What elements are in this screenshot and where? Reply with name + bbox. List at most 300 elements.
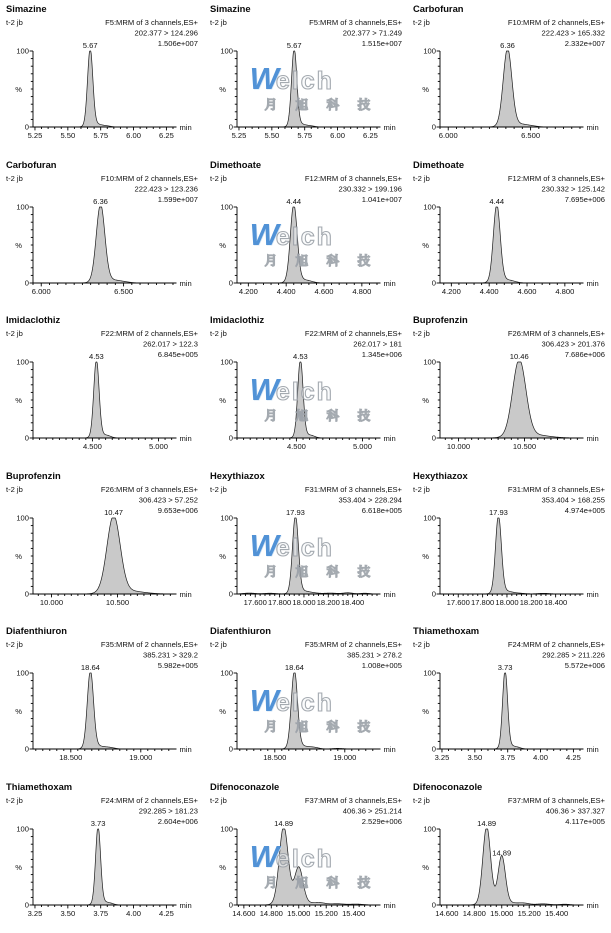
watermark-logo-rest: elch <box>275 222 334 251</box>
chromatogram-panel <box>407 778 611 933</box>
peak-rt-label: 4.53 <box>292 352 308 362</box>
x-tick-label: 6.500 <box>114 286 134 296</box>
peak-curve <box>237 362 377 438</box>
y-max-label: 100 <box>219 46 233 56</box>
x-unit-label: min <box>586 278 600 288</box>
y-unit-label: % <box>15 551 22 561</box>
y-min-label: 0 <box>228 278 233 288</box>
y-max-label: 100 <box>423 513 437 523</box>
chromatogram-panel <box>0 0 204 156</box>
x-tick-label: 10.500 <box>513 441 537 451</box>
peak-rt-label: 5.67 <box>286 41 302 51</box>
sample-id: t-2 jb <box>209 18 227 28</box>
sample-id: t-2 jb <box>413 329 431 339</box>
chromatogram-plot <box>204 467 408 623</box>
chromatogram-plot <box>0 467 204 623</box>
chromatogram-panel <box>204 467 408 623</box>
y-max-label: 100 <box>16 824 29 834</box>
peak-rt-label: 18.64 <box>80 663 100 673</box>
peak-rt-label: 14.89 <box>477 818 497 828</box>
x-tick-label: 4.200 <box>238 286 258 296</box>
x-tick-label: 6.500 <box>521 130 541 140</box>
chromatogram-panel <box>407 156 611 312</box>
channel-info: F37:MRM of 3 channels,ES+ <box>304 795 402 805</box>
peak-rt-label: 3.73 <box>498 663 513 673</box>
chromatogram-panel <box>204 0 408 156</box>
x-tick-label: 4.400 <box>480 286 499 296</box>
x-unit-label: min <box>586 589 600 599</box>
y-unit-label: % <box>15 240 22 250</box>
y-unit-label: % <box>218 551 226 561</box>
peak-curve <box>440 829 580 905</box>
x-unit-label: min <box>179 900 192 910</box>
chromatogram-plot <box>204 156 408 312</box>
x-unit-label: min <box>586 900 600 910</box>
channel-info: F12:MRM of 3 channels,ES+ <box>304 173 402 183</box>
y-unit-label: % <box>422 862 430 872</box>
x-tick-label: 4.800 <box>555 286 575 296</box>
peak-curve <box>237 518 377 594</box>
y-min-label: 0 <box>24 900 29 910</box>
peak-rt-label: 6.36 <box>93 196 108 206</box>
y-min-label: 0 <box>228 122 233 132</box>
y-unit-label: % <box>15 862 22 872</box>
peak-curve <box>33 673 173 749</box>
chromatogram-plot <box>0 0 204 156</box>
intensity-value: 1.345e+006 <box>361 350 402 360</box>
intensity-value: 9.653e+006 <box>157 505 198 515</box>
watermark-logo-rest: elch <box>275 689 334 717</box>
y-unit-label: % <box>422 84 430 94</box>
peak-rt-label: 5.67 <box>82 41 98 51</box>
mass-transition: 406.36 > 251.214 <box>342 806 402 816</box>
peak-curve <box>440 362 580 438</box>
intensity-value: 1.041e+007 <box>361 194 402 204</box>
peak-rt-label: 10.47 <box>104 507 124 517</box>
x-tick-label: 3.75 <box>500 752 516 762</box>
x-tick-label: 19.000 <box>332 752 357 762</box>
channel-info: F5:MRM of 3 channels,ES+ <box>308 18 402 28</box>
intensity-value: 7.686e+006 <box>565 350 606 360</box>
y-max-label: 100 <box>219 513 233 523</box>
sample-id: t-2 jb <box>209 484 227 494</box>
y-min-label: 0 <box>432 122 437 132</box>
compound-title: Difenoconazole <box>413 780 483 792</box>
x-tick-label: 5.75 <box>296 130 312 140</box>
channel-info: F22:MRM of 2 channels,ES+ <box>304 329 402 339</box>
x-tick-label: 4.400 <box>276 286 296 296</box>
x-tick-label: 5.25 <box>27 130 43 140</box>
peak-curve <box>237 673 377 749</box>
x-tick-label: 4.500 <box>82 441 102 451</box>
x-tick-label: 5.000 <box>148 441 168 451</box>
y-min-label: 0 <box>228 744 233 754</box>
y-max-label: 100 <box>16 668 29 678</box>
sample-id: t-2 jb <box>413 484 431 494</box>
compound-title: Hexythiazox <box>413 469 469 481</box>
y-unit-label: % <box>422 395 430 405</box>
x-tick-label: 15.200 <box>314 908 338 918</box>
channel-info: F24:MRM of 2 channels,ES+ <box>100 795 198 805</box>
channel-info: F26:MRM of 3 channels,ES+ <box>508 329 606 339</box>
intensity-value: 6.618e+005 <box>361 505 402 515</box>
x-tick-label: 19.000 <box>129 752 153 762</box>
mass-transition: 385.231 > 278.2 <box>346 650 402 660</box>
x-tick-label: 4.00 <box>126 908 141 918</box>
mass-transition: 222.423 > 165.332 <box>541 28 606 38</box>
chromatogram-panel <box>407 0 611 156</box>
axes <box>33 51 176 127</box>
y-unit-label: % <box>218 240 226 250</box>
channel-info: F12:MRM of 3 channels,ES+ <box>508 173 606 183</box>
x-tick-label: 6.000 <box>31 286 51 296</box>
peak-rt-label: 17.93 <box>285 507 305 517</box>
mass-transition: 230.332 > 199.196 <box>338 184 402 194</box>
peak-curve <box>440 518 580 594</box>
x-tick-label: 17.800 <box>267 597 291 607</box>
watermark-chinese-text: 月 旭 科 技 <box>264 253 378 268</box>
y-max-label: 100 <box>219 357 233 367</box>
compound-title: Diafenthiuron <box>5 625 67 637</box>
chromatogram-panel <box>204 622 408 778</box>
x-tick-label: 3.25 <box>27 908 43 918</box>
x-tick-label: 5.25 <box>231 130 246 140</box>
intensity-value: 2.332e+007 <box>565 39 606 49</box>
chromatogram-plot <box>0 311 204 467</box>
x-tick-label: 10.500 <box>105 597 130 607</box>
x-tick-label: 4.25 <box>159 908 174 918</box>
peak-curve <box>237 51 377 127</box>
sample-id: t-2 jb <box>209 329 227 339</box>
chromatogram-panel <box>407 311 611 467</box>
peak-curve <box>33 362 173 438</box>
y-min-label: 0 <box>24 589 29 599</box>
compound-title: Carbofuran <box>5 158 57 170</box>
peak-rt-label: 10.46 <box>510 352 530 362</box>
channel-info: F35:MRM of 2 channels,ES+ <box>304 640 402 650</box>
chromatogram-panel <box>204 311 408 467</box>
x-unit-label: min <box>383 433 396 443</box>
axes <box>440 829 583 905</box>
chromatogram-plot <box>0 156 204 312</box>
x-tick-label: 17.600 <box>243 597 267 607</box>
axes <box>237 518 380 594</box>
mass-transition: 202.377 > 71.249 <box>342 28 402 38</box>
channel-info: F22:MRM of 2 channels,ES+ <box>100 329 198 339</box>
x-tick-label: 15.000 <box>286 908 311 918</box>
x-tick-label: 14.600 <box>231 908 256 918</box>
mass-transition: 353.404 > 168.255 <box>541 495 606 505</box>
watermark-logo-w: W <box>249 372 279 407</box>
mass-transition: 292.285 > 211.226 <box>542 650 606 660</box>
x-unit-label: min <box>586 744 600 754</box>
mass-transition: 202.377 > 124.296 <box>134 28 198 38</box>
x-tick-label: 4.25 <box>566 752 582 762</box>
y-max-label: 100 <box>219 824 233 834</box>
x-tick-label: 14.600 <box>435 908 459 918</box>
compound-title: Imidaclothiz <box>5 314 61 326</box>
x-tick-label: 15.000 <box>490 908 514 918</box>
sample-id: t-2 jb <box>413 173 431 183</box>
x-unit-label: min <box>586 433 600 443</box>
intensity-value: 4.974e+005 <box>565 505 606 515</box>
peak-curve <box>33 518 173 594</box>
chromatogram-plot <box>204 622 408 778</box>
x-unit-label: min <box>179 744 192 754</box>
x-tick-label: 3.50 <box>60 908 76 918</box>
x-tick-label: 5.50 <box>60 130 76 140</box>
watermark-chinese-text: 月 旭 科 技 <box>264 564 378 579</box>
x-unit-label: min <box>179 433 192 443</box>
x-unit-label: min <box>383 589 396 599</box>
x-tick-label: 4.800 <box>352 286 371 296</box>
intensity-value: 2.529e+006 <box>361 816 402 826</box>
peak-curve <box>440 673 580 749</box>
x-tick-label: 6.25 <box>362 130 378 140</box>
mass-transition: 385.231 > 329.2 <box>142 650 198 660</box>
sample-id: t-2 jb <box>209 640 227 650</box>
compound-title: Difenoconazole <box>209 780 279 792</box>
x-tick-label: 6.25 <box>159 130 174 140</box>
watermark-chinese-text: 月 旭 科 技 <box>264 875 378 890</box>
compound-title: Thiamethoxam <box>413 625 480 637</box>
y-min-label: 0 <box>228 589 233 599</box>
y-min-label: 0 <box>24 122 29 132</box>
chromatogram-panel <box>204 778 408 933</box>
watermark-logo-w: W <box>249 61 279 96</box>
peak-rt-label: 3.73 <box>90 818 106 828</box>
peak-rt-label: 4.44 <box>489 196 505 206</box>
intensity-value: 1.506e+007 <box>157 39 198 49</box>
intensity-value: 5.572e+006 <box>565 661 606 671</box>
watermark-chinese-text: 月 旭 科 技 <box>264 409 378 423</box>
y-unit-label: % <box>422 706 430 716</box>
x-tick-label: 3.25 <box>434 752 450 762</box>
x-tick-label: 18.200 <box>520 597 544 607</box>
watermark-chinese-text: 月 旭 科 技 <box>264 720 378 734</box>
mass-transition: 306.423 > 201.376 <box>541 339 606 349</box>
x-tick-label: 10.000 <box>39 597 64 607</box>
channel-info: F24:MRM of 2 channels,ES+ <box>508 640 606 650</box>
x-tick-label: 5.50 <box>264 130 279 140</box>
x-unit-label: min <box>179 122 192 132</box>
axes <box>237 673 380 749</box>
x-tick-label: 6.00 <box>329 130 345 140</box>
x-tick-label: 18.500 <box>59 752 83 762</box>
intensity-value: 6.845e+005 <box>157 350 198 360</box>
x-tick-label: 17.600 <box>446 597 471 607</box>
watermark-logo-w: W <box>249 527 279 563</box>
y-unit-label: % <box>218 84 226 94</box>
x-tick-label: 17.800 <box>471 597 495 607</box>
x-tick-label: 5.000 <box>352 441 372 451</box>
x-tick-label: 4.00 <box>533 752 549 762</box>
y-min-label: 0 <box>432 744 437 754</box>
mass-transition: 230.332 > 125.142 <box>541 184 606 194</box>
watermark-logo-w: W <box>249 683 279 718</box>
peak-rt-label: 14.89 <box>273 818 293 828</box>
chromatogram-panel <box>407 467 611 623</box>
chromatogram-plot <box>0 622 204 778</box>
y-unit-label: % <box>422 240 430 250</box>
x-tick-label: 6.00 <box>126 130 141 140</box>
peak-curve <box>237 829 377 905</box>
y-max-label: 100 <box>219 668 233 678</box>
chromatogram-plot <box>204 778 408 933</box>
compound-title: Buprofenzin <box>5 469 61 481</box>
peak-curve <box>33 51 173 127</box>
x-tick-label: 4.600 <box>314 286 334 296</box>
y-min-label: 0 <box>24 278 29 288</box>
peak-rt-label: 6.36 <box>500 41 516 51</box>
x-tick-label: 4.600 <box>517 286 537 296</box>
y-min-label: 0 <box>24 744 29 754</box>
mass-transition: 353.404 > 228.294 <box>338 495 402 505</box>
compound-title: Buprofenzin <box>413 314 468 326</box>
x-tick-label: 18.200 <box>316 597 340 607</box>
compound-title: Thiamethoxam <box>5 780 73 792</box>
intensity-value: 2.604e+006 <box>157 816 198 826</box>
channel-info: F31:MRM of 3 channels,ES+ <box>304 484 402 494</box>
axes <box>33 829 176 905</box>
channel-info: F26:MRM of 3 channels,ES+ <box>100 484 198 494</box>
chromatogram-panel <box>204 156 408 312</box>
watermark-logo-w: W <box>249 216 279 252</box>
chromatogram-plot <box>407 622 611 778</box>
sample-id: t-2 jb <box>209 795 227 805</box>
channel-info: F10:MRM of 2 channels,ES+ <box>100 173 198 183</box>
x-tick-label: 18.500 <box>262 752 287 762</box>
chromatogram-panel <box>407 622 611 778</box>
intensity-value: 1.008e+005 <box>361 661 402 671</box>
sample-id: t-2 jb <box>5 173 23 183</box>
watermark-logo-rest: elch <box>275 378 334 406</box>
sample-id: t-2 jb <box>5 329 23 339</box>
y-max-label: 100 <box>423 824 437 834</box>
chromatogram-panel <box>0 622 204 778</box>
x-tick-label: 18.000 <box>495 597 519 607</box>
watermark-logo-w: W <box>249 838 279 874</box>
y-unit-label: % <box>15 395 22 405</box>
intensity-value: 7.695e+006 <box>565 194 606 204</box>
y-max-label: 100 <box>423 357 437 367</box>
chromatogram-plot <box>407 311 611 467</box>
x-tick-label: 15.400 <box>341 908 365 918</box>
chromatogram-plot <box>407 0 611 156</box>
x-tick-label: 18.000 <box>292 597 316 607</box>
peak-curve <box>440 207 580 283</box>
x-tick-label: 14.800 <box>259 908 283 918</box>
x-tick-label: 4.200 <box>442 286 462 296</box>
mass-transition: 262.017 > 122.3 <box>142 339 198 349</box>
compound-title: Simazine <box>209 3 251 15</box>
y-max-label: 100 <box>16 202 29 212</box>
sample-id: t-2 jb <box>5 18 23 28</box>
compound-title: Imidaclothiz <box>209 314 264 326</box>
chromatogram-plot <box>407 156 611 312</box>
axes <box>237 207 380 283</box>
sample-id: t-2 jb <box>413 640 431 650</box>
intensity-value: 1.599e+007 <box>157 194 198 204</box>
x-tick-label: 6.000 <box>439 130 459 140</box>
intensity-value: 1.515e+007 <box>361 39 402 49</box>
peak-rt-label: 4.44 <box>286 196 301 206</box>
y-max-label: 100 <box>423 202 437 212</box>
compound-title: Dimethoate <box>413 158 465 170</box>
x-tick-label: 3.50 <box>467 752 483 762</box>
y-unit-label: % <box>218 706 226 716</box>
watermark-chinese-text: 月 旭 科 技 <box>264 98 378 112</box>
x-tick-label: 5.75 <box>93 130 109 140</box>
chromatogram-panel <box>0 156 204 312</box>
axes <box>237 51 380 127</box>
peak-rt-label: 4.53 <box>89 352 104 362</box>
y-max-label: 100 <box>423 46 437 56</box>
x-unit-label: min <box>179 589 192 599</box>
mass-transition: 306.423 > 57.252 <box>138 495 198 505</box>
chromatogram-panel <box>0 311 204 467</box>
watermark-logo-rest: elch <box>275 67 334 95</box>
y-unit-label: % <box>218 395 226 405</box>
chromatogram-panel <box>0 467 204 623</box>
axes <box>237 362 380 438</box>
y-min-label: 0 <box>24 433 29 443</box>
x-tick-label: 14.800 <box>463 908 487 918</box>
x-unit-label: min <box>383 122 396 132</box>
x-tick-label: 4.500 <box>286 441 306 451</box>
y-max-label: 100 <box>219 202 233 212</box>
y-unit-label: % <box>218 862 226 872</box>
axes <box>33 673 176 749</box>
y-min-label: 0 <box>228 433 233 443</box>
chromatogram-panel <box>0 778 204 933</box>
compound-title: Simazine <box>5 3 47 15</box>
mass-transition: 292.285 > 181.23 <box>138 806 198 816</box>
peak-curve <box>33 207 173 283</box>
axes <box>237 829 380 905</box>
y-min-label: 0 <box>432 589 437 599</box>
x-unit-label: min <box>586 122 600 132</box>
x-tick-label: 18.400 <box>544 597 568 607</box>
sample-id: t-2 jb <box>5 484 23 494</box>
axes <box>440 518 583 594</box>
x-tick-label: 3.75 <box>93 908 109 918</box>
peak-rt-label: 14.89 <box>492 847 512 857</box>
x-tick-label: 15.200 <box>517 908 542 918</box>
peak-curve <box>33 829 173 905</box>
compound-title: Diafenthiuron <box>209 625 271 637</box>
y-min-label: 0 <box>228 900 233 910</box>
chromatogram-plot <box>204 0 408 156</box>
y-max-label: 100 <box>16 46 29 56</box>
y-min-label: 0 <box>432 900 437 910</box>
y-max-label: 100 <box>423 668 437 678</box>
channel-info: F31:MRM of 3 channels,ES+ <box>508 484 606 494</box>
sample-id: t-2 jb <box>5 795 23 805</box>
watermark-logo-rest: elch <box>275 533 334 562</box>
mass-transition: 262.017 > 181 <box>352 339 402 349</box>
x-tick-label: 15.400 <box>545 908 569 918</box>
mass-transition: 222.423 > 123.236 <box>134 184 198 194</box>
sample-id: t-2 jb <box>413 795 431 805</box>
sample-id: t-2 jb <box>5 640 23 650</box>
intensity-value: 5.982e+005 <box>157 661 198 671</box>
x-tick-label: 10.000 <box>447 441 471 451</box>
channel-info: F35:MRM of 2 channels,ES+ <box>100 640 198 650</box>
x-unit-label: min <box>383 744 396 754</box>
compound-title: Hexythiazox <box>209 469 265 481</box>
chromatogram-plot <box>0 778 204 933</box>
